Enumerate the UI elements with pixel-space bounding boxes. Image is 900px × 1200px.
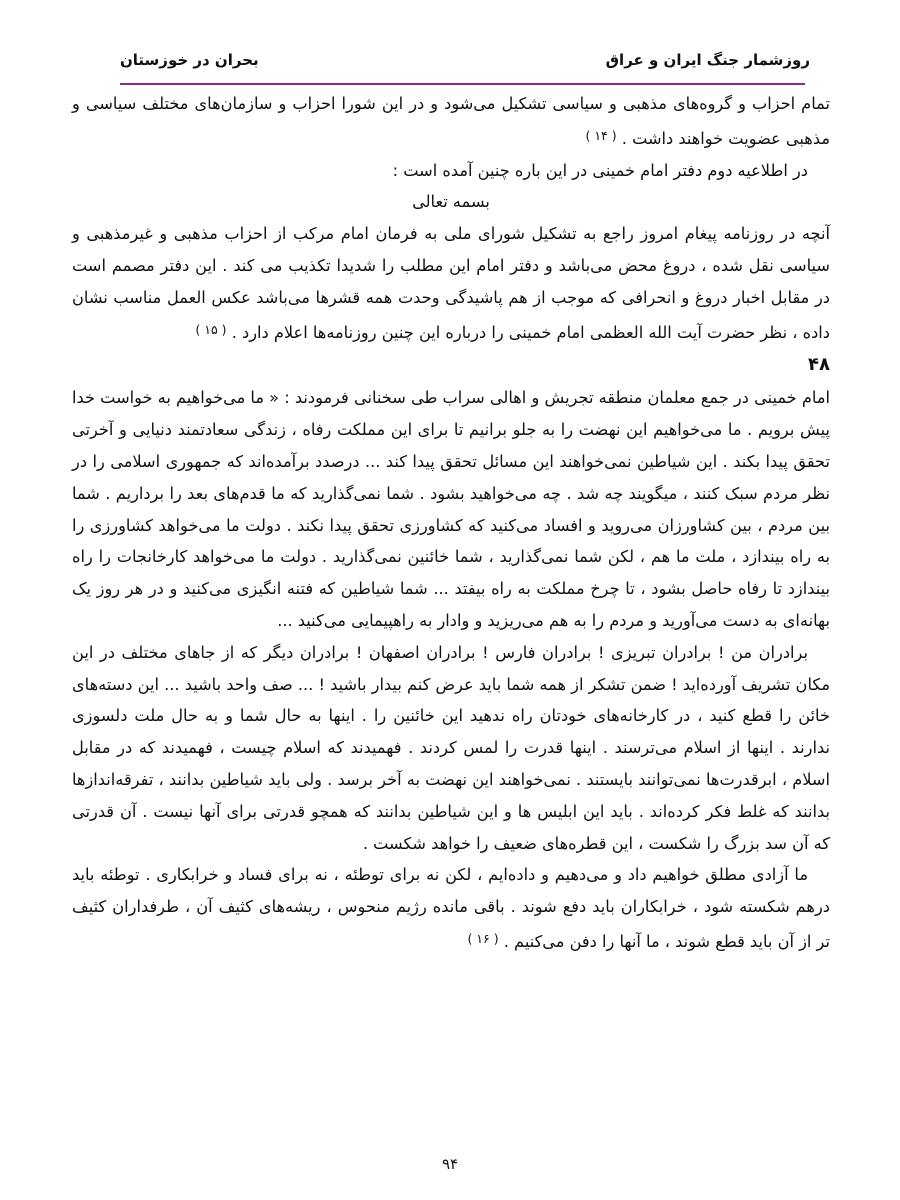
book-title: روزشمار جنگ ایران و عراق (605, 51, 810, 69)
paragraph-council (72, 88, 830, 155)
running-header (120, 40, 810, 80)
page-body (72, 88, 830, 958)
paragraph-text: آنچه در روزنامه پیغام امروز راجع به تشکیل شورای ملی به فرمان امام مرکب از احزاب مذهبی و غیرمذهبی و سیاسی نقل شده ، دروغ محض می‌باشد و دفتر امام این مطلب را شدیدا تکذیب می کند . این دفتر مصمم است در مقابل اخبار دروغ و انحرافی که موجب از هم پاشیدگی وحدت همه قشرها می‌باشد عکس العمل مناسب نشان داده ، نظر حضرت آیت الله العظمی امام خمینی را درباره این چنین روزنامه‌ها اعلام دارد . (72, 224, 830, 342)
announcement-intro: در اطلاعیه دوم دفتر امام خمینی در این باره چنین آمده است : (392, 160, 808, 180)
paragraph-brothers: برادران من ! برادران تبریزی ! برادران فارس ! برادران اصفهان ! برادران دیگر که از جاهای مختلف در این مکان تشریف آورده‌اید ! ضمن تشکر از همه شما باید عرض کنم بیدار باشید ! ... صف واحد باشید ... این دسته‌های خائن را قطع کنید ، در کارخانه‌های خودتان راه ندهید این خائنین را . اینها به حال شما و به حال ملت دلسوزی ندارند . اینها از اسلام می‌ترسند . اینها قدرت را لمس کردند . فهمیدند که اسلام چیست ، فهمیدند که در مقابل اسلام ، ابرقدرت‌ها نمی‌توانند بایستند . نمی‌خواهند این نهضت به آخر برسد . ولی باید شیاطین بدانند ، تفرقه‌اندازها بدانند که غلط فکر کرده‌اند . باید این ابلیس ها و این شیاطین بدانند که همچو قدرتی برای آنها نیست . آن قدرتی که آن سد بزرگ را شکست ، این قطره‌های ضعیف را خواهد شکست . (72, 642, 830, 853)
footnote-ref: ( ۱۵ ) (195, 321, 227, 337)
chapter-title: بحران در خوزستان (120, 51, 259, 69)
paragraph-text: تمام احزاب و گروه‌های مذهبی و سیاسی تشکیل می‌شود و در این شورا احزاب و سازمان‌های مختلف سیاسی و مذهبی عضویت خواهند داشت . (72, 94, 830, 148)
footnote-ref: ( ۱۴ ) (585, 127, 617, 143)
page-number: ۹۴ (441, 1155, 459, 1173)
bismillah-heading: بسمه تعالی (412, 192, 490, 212)
paragraph-announcement (72, 218, 830, 348)
paragraph-text: ما آزادی مطلق خواهیم داد و می‌دهیم و داده‌ایم ، لکن نه برای توطئه ، نه برای فساد و خرابکاری . توطئه باید درهم شکسته شود ، خرابکاران باید دفع شوند . باقی مانده رژیم منحوس ، ریشه‌های کثیف آن ، طرفداران کثیف تر از آن باید قطع شوند ، ما آنها را دفن می‌کنیم . (72, 865, 830, 951)
paragraph-speech: امام خمینی در جمع معلمان منطقه تجریش و اهالی سراب طی سخنانی فرمودند : « ما می‌خواهیم به خواست خدا پیش برویم . ما می‌خواهیم این نهضت را به جلو برانیم تا برای این مملکت رفاه ، زندگی سعادتمند دنیایی و آخرتی تحقق پیدا بکند . این شیاطین نمی‌خواهند این مسائل تحقق پیدا کند ... درصدد برآمده‌اند که جمهوری اسلامی را در نظر مردم سبک کنند ، میگویند چه شد . چه می‌خواهید بشود . شما نمی‌گذارید که ما قدم‌های بعد را برداریم . شما بین مردم ، بین کشاورزان می‌روید و افساد می‌کنید که کشاورزی تحقق پیدا نکند . دولت ما می‌خواهد کشاورزی را به راه بیندازد ، ملت ما هم ، لکن شما نمی‌گذارید ، شما خائنین نمی‌گذارید . دولت ما می‌خواهد کارخانجات را راه بیندازد تا رفاه حاصل بشود ، تا چرخ مملکت به راه بیفتد ... شما شیاطین که فتنه انگیزی می‌کنید و در هر روز یک بهانه‌ای به دست می‌آورید و مردم را به هم می‌ریزید و وادار به راهپیمایی می‌کنید ... (72, 388, 830, 630)
footnote-ref: ( ۱۶ ) (467, 930, 499, 946)
header-rule (120, 83, 805, 85)
paragraph-freedom (72, 859, 830, 957)
section-number: ۴۸ (808, 354, 830, 376)
